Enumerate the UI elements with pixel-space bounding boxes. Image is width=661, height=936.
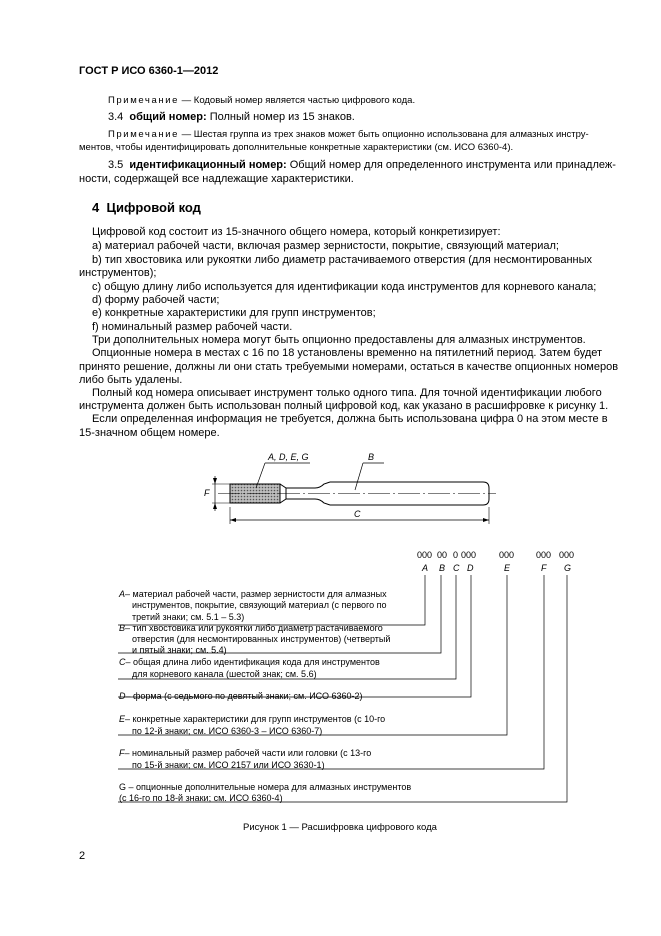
body-line: Полный код номера описывает инструмент только одного типа. Для точной идентификации любого xyxy=(92,387,602,399)
definition-number: 3.4 xyxy=(108,111,124,123)
note-1-text: — Кодовый номер является частью цифрового кода. xyxy=(179,95,416,106)
body-line: инструментов); xyxy=(79,267,157,279)
code-group-b: 00 xyxy=(437,550,448,560)
body-line: a) материал рабочей части, включая размер зернистости, покрытие, связующий материал; xyxy=(92,240,559,252)
legend-c: C– общая длина либо идентификация кода для инструментов xyxy=(119,657,380,667)
legend-letter-c: C xyxy=(119,657,126,667)
figure-caption: Рисунок 1 — Расшифровка цифрового кода xyxy=(243,822,437,833)
body-line: Если определенная информация не требуется, должна быть использована цифра 0 на этом месте в xyxy=(92,413,608,425)
legend-f-line-2: по 15-й знаки; см. ИСО 2157 или ИСО 3630-1) xyxy=(132,760,325,770)
body-line: принято решение, должны ли они стать требуемыми номерами, остаться в качестве опционных номеров xyxy=(79,361,619,373)
legend-letter-a: A xyxy=(119,589,126,599)
code-letter-f: F xyxy=(541,563,547,573)
code-group-g: 000 xyxy=(559,550,575,560)
body-line: d) форму рабочей части; xyxy=(92,294,220,306)
section-number: 4 xyxy=(92,200,100,215)
legend-c-line-2: для корневого канала (шестой знак; см. 5.6) xyxy=(132,669,317,679)
section-title: Цифровой код xyxy=(106,200,201,215)
code-letter-g: G xyxy=(564,563,572,573)
legend-f: F– номинальный размер рабочей части или головки (с 13-го xyxy=(119,748,372,758)
code-letter-e: E xyxy=(504,563,511,573)
legend-b: B– тип хвостовика или рукоятки либо диаметр растачиваемого xyxy=(119,623,383,633)
code-group-c: 0 xyxy=(453,550,459,560)
legend-letter-b: B xyxy=(119,623,126,633)
legend-d: D– форма (с седьмого по девятый знаки; см. ИСО 6360-2) xyxy=(119,691,363,701)
label-adeg: A, D, E, G xyxy=(268,452,309,462)
legend-letter-e: E xyxy=(119,714,126,724)
body-line: b) тип хвостовика или рукоятки либо диаметр растачиваемого отверстия (для несмонтированных xyxy=(92,254,593,266)
body-line: 15-значном общем номере. xyxy=(79,427,220,439)
legend-b-line-3: и пятый знаки; см. 5.4) xyxy=(132,645,227,655)
code-letter-b: B xyxy=(439,563,446,573)
code-letter-d: D xyxy=(467,563,474,573)
body-line: f) номинальный размер рабочей части. xyxy=(92,321,293,333)
note-label: Примечание xyxy=(108,129,179,140)
legend-a: A– материал рабочей части, размер зернистости для алмазных xyxy=(119,589,387,599)
legend-g: G – опционные дополнительные номера для алмазных инструментов xyxy=(119,782,412,792)
definition-text: Общий номер для определенного инструмента или принадлеж- xyxy=(286,159,616,171)
body-line: e) конкретные характеристики для групп инструментов; xyxy=(92,307,376,319)
code-letter-c: C xyxy=(453,563,460,573)
body-line: инструмента должен быть использован полный цифровой код, как указано в расшифровке к рисунку 1. xyxy=(79,400,609,412)
page-number: 2 xyxy=(79,850,86,862)
document-header: ГОСТ Р ИСО 6360-1—2012 xyxy=(79,65,219,77)
definition-number: 3.5 xyxy=(108,159,124,171)
label-f: F xyxy=(204,488,210,498)
legend-letter-f: F xyxy=(119,748,125,758)
body-line: Опционные номера в местах с 16 по 18 установлены временно на пятилетний период. Затем будет xyxy=(92,347,603,359)
definition-term: идентификационный номер: xyxy=(129,159,287,171)
code-group-e: 000 xyxy=(499,550,515,560)
definition-3-5-line-2: ности, содержащей все надлежащие характеристики. xyxy=(79,173,354,185)
body-line: Три дополнительных номера могут быть опционно предоставлены для алмазных инструментов. xyxy=(92,334,586,346)
code-letter-a: A xyxy=(422,563,429,573)
legend-letter-d: D xyxy=(119,691,126,701)
body-line: Цифровой код состоит из 15-значного общего номера, который конкретизирует: xyxy=(92,226,501,238)
note-2-line-2: ментов, чтобы идентифицировать дополнительные конкретные характеристики (см. ИСО 6360-4). xyxy=(79,142,514,153)
legend-a-line-2: инструментов, покрытие, связующий материал (с первого по xyxy=(132,600,387,610)
code-group-a: 000 xyxy=(417,550,433,560)
note-label: Примечание xyxy=(108,95,179,106)
body-line: c) общую длину либо используется для идентификации кода инструментов для корневого канала; xyxy=(92,281,597,293)
legend-b-line-2: отверстия (для несмонтированных инструментов) (четвертый xyxy=(132,634,391,644)
legend-g-line-2: (с 16-го по 18-й знаки; см. ИСО 6360-4) xyxy=(119,793,283,803)
label-b: B xyxy=(368,452,375,462)
code-group-f: 000 xyxy=(536,550,552,560)
leader-b xyxy=(355,463,363,490)
code-group-d: 000 xyxy=(461,550,477,560)
body-line: либо быть удалены. xyxy=(79,374,183,386)
definition-text: Полный номер из 15 знаков. xyxy=(206,111,355,123)
label-c: C xyxy=(354,509,361,519)
legend-a-line-3: третий знаки; см. 5.1 – 5.3) xyxy=(132,612,245,622)
note-2-text: — Шестая группа из трех знаков может быть опционно использована для алмазных инстру- xyxy=(179,129,589,140)
definition-term: общий номер: xyxy=(129,111,207,123)
legend-e: E– конкретные характеристики для групп инструментов (с 10-го xyxy=(119,714,386,724)
legend-e-line-2: по 12-й знаки; см. ИСО 6360-3 – ИСО 6360-7) xyxy=(132,726,323,736)
